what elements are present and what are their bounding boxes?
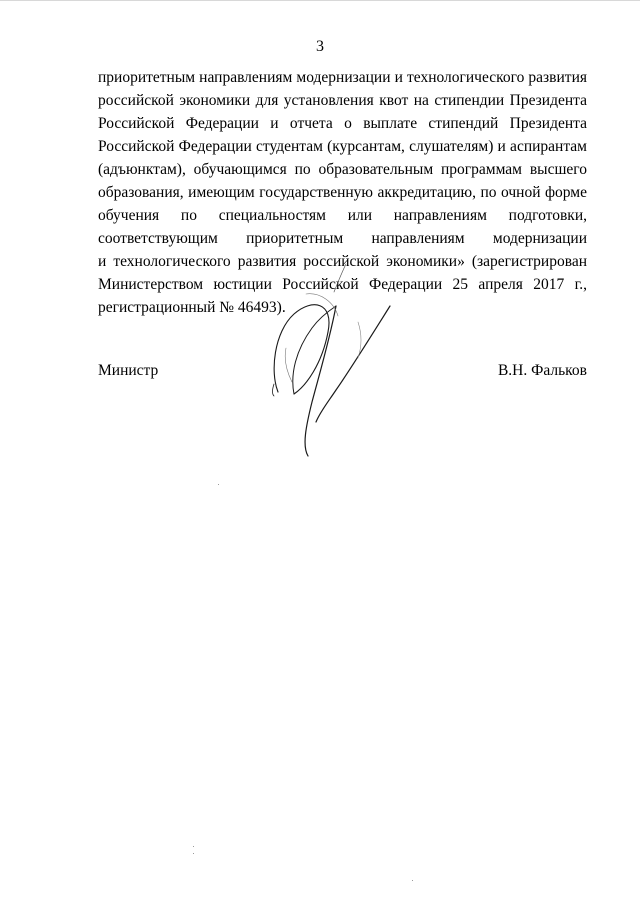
body-line: российской экономики для установления квот на стипендии Президента <box>98 92 587 109</box>
body-line: Министерством юстиции Российской Федерации 25 апреля 2017 г., <box>98 276 587 293</box>
body-line: и технологического развития российской экономики» (зарегистрирован <box>98 253 587 270</box>
body-line-last: регистрационный № 46493). <box>98 299 286 316</box>
body-line: соответствующим приоритетным направлениям модернизации <box>98 230 587 247</box>
handwritten-signature <box>250 262 410 468</box>
scan-speck <box>218 484 219 485</box>
scan-top-edge <box>0 0 640 1</box>
body-line: (адъюнктам), обучающимся по образовательным программам высшего <box>98 161 587 178</box>
page-number: 3 <box>316 38 324 55</box>
body-line: образования, имеющим государственную аккредитацию, по очной форме <box>98 184 587 201</box>
body-line: приоритетным направлениям модернизации и технологического развития <box>98 69 587 86</box>
scan-speck <box>193 846 194 847</box>
signatory-title: Министр <box>98 362 159 379</box>
body-line: Российской Федерации и отчета о выплате стипендий Президента <box>98 115 587 132</box>
scan-speck <box>193 853 194 854</box>
body-line: обучения по специальностям или направлениям подготовки, <box>98 207 587 224</box>
signatory-name: В.Н. Фальков <box>497 362 587 379</box>
scan-speck <box>412 880 413 881</box>
body-line: Российской Федерации студентам (курсантам, слушателям) и аспирантам <box>98 138 587 155</box>
